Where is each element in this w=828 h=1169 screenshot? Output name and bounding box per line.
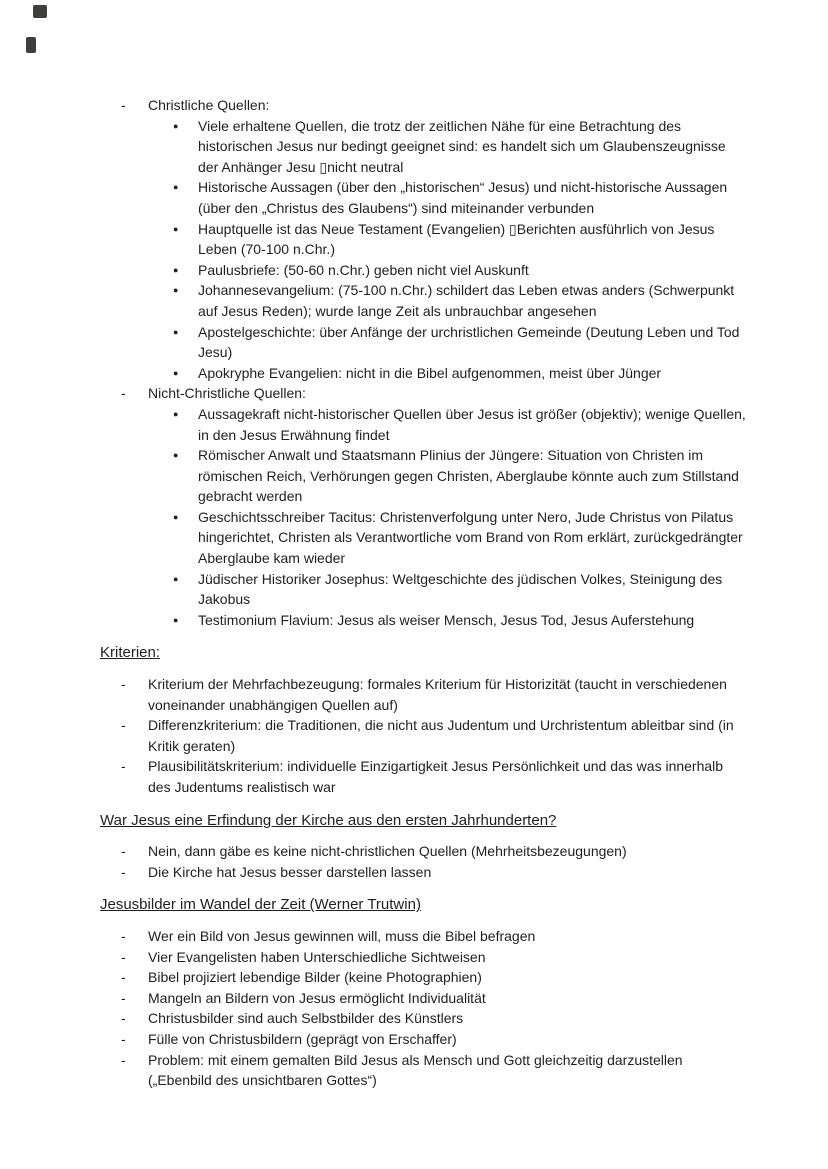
dash-item-text: Kriterium der Mehrfachbezeugung: formales Kriterium für Historizität (taucht in verschiedenen voneinander unabhängigen Quellen auf) <box>148 676 727 713</box>
bullet-item-text: Geschichtsschreiber Tacitus: Christenverfolgung unter Nero, Jude Christus von Pilatus hingerichtet, Christen als Verantwortliche vom Brand von Rom erklärt, zurückgedrängter Aberglaube kam wieder <box>198 508 743 567</box>
dash-item-text: Wer ein Bild von Jesus gewinnen will, muss die Bibel befragen <box>148 927 536 944</box>
bullet-item <box>100 177 748 218</box>
section-heading: Kriterien: <box>100 644 161 662</box>
dash-item <box>100 841 748 862</box>
dash-item <box>100 967 748 988</box>
dash-item-text: Plausibilitätskriterium: individuelle Einzigartigkeit Jesus Persönlichkeit und das was innerhalb des Judentums realistisch war <box>148 758 724 795</box>
dash-item <box>100 674 748 715</box>
dash-item-text: Christliche Quellen: <box>148 97 270 113</box>
bullet-item <box>100 569 748 610</box>
dash-item-text: Nein, dann gäbe es keine nicht-christlichen Quellen (Mehrheitsbezeugungen) <box>148 843 627 860</box>
dash-item-text: Die Kirche hat Jesus besser darstellen lassen <box>148 863 432 880</box>
bullet-item-text: Römischer Anwalt und Staatsmann Plinius der Jüngere: Situation von Christen im römischen Reich, Verhörungen gegen Christen, Aberglaube könnte auch zum Stillstand gebracht werden <box>198 447 739 505</box>
section-heading: Jesusbilder im Wandel der Zeit (Werner Trutwin) <box>100 896 421 914</box>
bullet-item <box>100 507 748 569</box>
dash-item-text: Mangeln an Bildern von Jesus ermöglicht Individualität <box>148 989 486 1006</box>
dash-item <box>100 756 748 797</box>
dash-item <box>100 862 748 883</box>
dash-item-text: Christusbilder sind auch Selbstbilder des Künstlers <box>148 1010 464 1027</box>
bullet-item <box>100 260 748 281</box>
bullet-item-text: Apostelgeschichte: über Anfänge der urchristlichen Gemeinde (Deutung Leben und Tod Jesu) <box>198 323 740 361</box>
dash-item-text: Nicht-Christliche Quellen: <box>148 385 306 402</box>
dash-item <box>100 1050 748 1091</box>
dash-item <box>100 926 748 947</box>
bullet-item-text: Johannesevangelium: (75-100 n.Chr.) schildert das Leben etwas anders (Schwerpunkt auf Jesus Reden); wurde lange Zeit als unbrauchbar angesehen <box>198 282 735 319</box>
bullet-item <box>100 363 748 384</box>
document-section <box>100 95 748 630</box>
dash-item <box>100 1008 748 1029</box>
scan-artifact <box>26 37 36 53</box>
dash-item <box>100 947 748 968</box>
dash-item <box>100 95 748 116</box>
bullet-item <box>100 116 748 178</box>
bullet-item <box>100 404 748 445</box>
bullet-item-text: Paulusbriefe: (50-60 n.Chr.) geben nicht viel Auskunft <box>198 261 529 278</box>
bullet-item-text: Historische Aussagen (über den „historischen“ Jesus) und nicht-historische Aussagen (über den „Christus des Glaubens“) sind miteinander verbunden <box>198 179 728 216</box>
dash-item <box>100 383 748 404</box>
bullet-item-text: Apokryphe Evangelien: nicht in die Bibel aufgenommen, meist über Jünger <box>198 364 662 381</box>
dash-item-text: Bibel projiziert lebendige Bilder (keine Photographien) <box>148 969 482 986</box>
bullet-item <box>100 445 748 507</box>
bullet-item <box>100 610 748 631</box>
bullet-item-text: Testimonium Flavium: Jesus als weiser Mensch, Jesus Tod, Jesus Auferstehung <box>198 611 695 628</box>
dash-item-text: Vier Evangelisten haben Unterschiedliche Sichtweisen <box>148 948 486 965</box>
bullet-item-text: Jüdischer Historiker Josephus: Weltgeschichte des jüdischen Volkes, Steinigung des Jakobus <box>198 570 723 608</box>
dash-item <box>100 715 748 756</box>
dash-item <box>100 1029 748 1050</box>
bullet-item <box>100 322 748 363</box>
dash-item-text: Fülle von Christusbildern (geprägt von Erschaffer) <box>148 1030 457 1047</box>
bullet-item <box>100 219 748 260</box>
document-content <box>100 95 748 1091</box>
document-section <box>100 643 748 797</box>
section-heading: War Jesus eine Erfindung der Kirche aus den ersten Jahrhunderten? <box>100 811 557 829</box>
dash-item-text: Differenzkriterium: die Traditionen, die nicht aus Judentum und Urchristentum ableitbar sind (in Kritik geraten) <box>148 717 734 754</box>
bullet-item-text: Aussagekraft nicht-historischer Quellen über Jesus ist größer (objektiv); wenige Quellen, in den Jesus Erwähnung findet <box>198 405 746 443</box>
bullet-item-text: Hauptquelle ist das Neue Testament (Evangelien) ▯Berichten ausführlich von Jesus Leben (70-100 n.Chr.) <box>198 220 715 258</box>
bullet-item-text: Viele erhaltene Quellen, die trotz der zeitlichen Nähe für eine Betrachtung des historischen Jesus nur bedingt geeignet sind: es handelt sich um Glaubenszeugnisse der Anhänger Jesu ▯nicht neutral <box>198 117 726 175</box>
document-section <box>100 811 748 883</box>
dash-item <box>100 988 748 1009</box>
scan-artifact <box>33 5 47 18</box>
bullet-item <box>100 280 748 321</box>
dash-item-text: Problem: mit einem gemalten Bild Jesus als Mensch und Gott gleichzeitig darzustellen („Ebenbild des unsichtbaren Gottes“) <box>148 1051 683 1089</box>
document-section <box>100 895 748 1090</box>
